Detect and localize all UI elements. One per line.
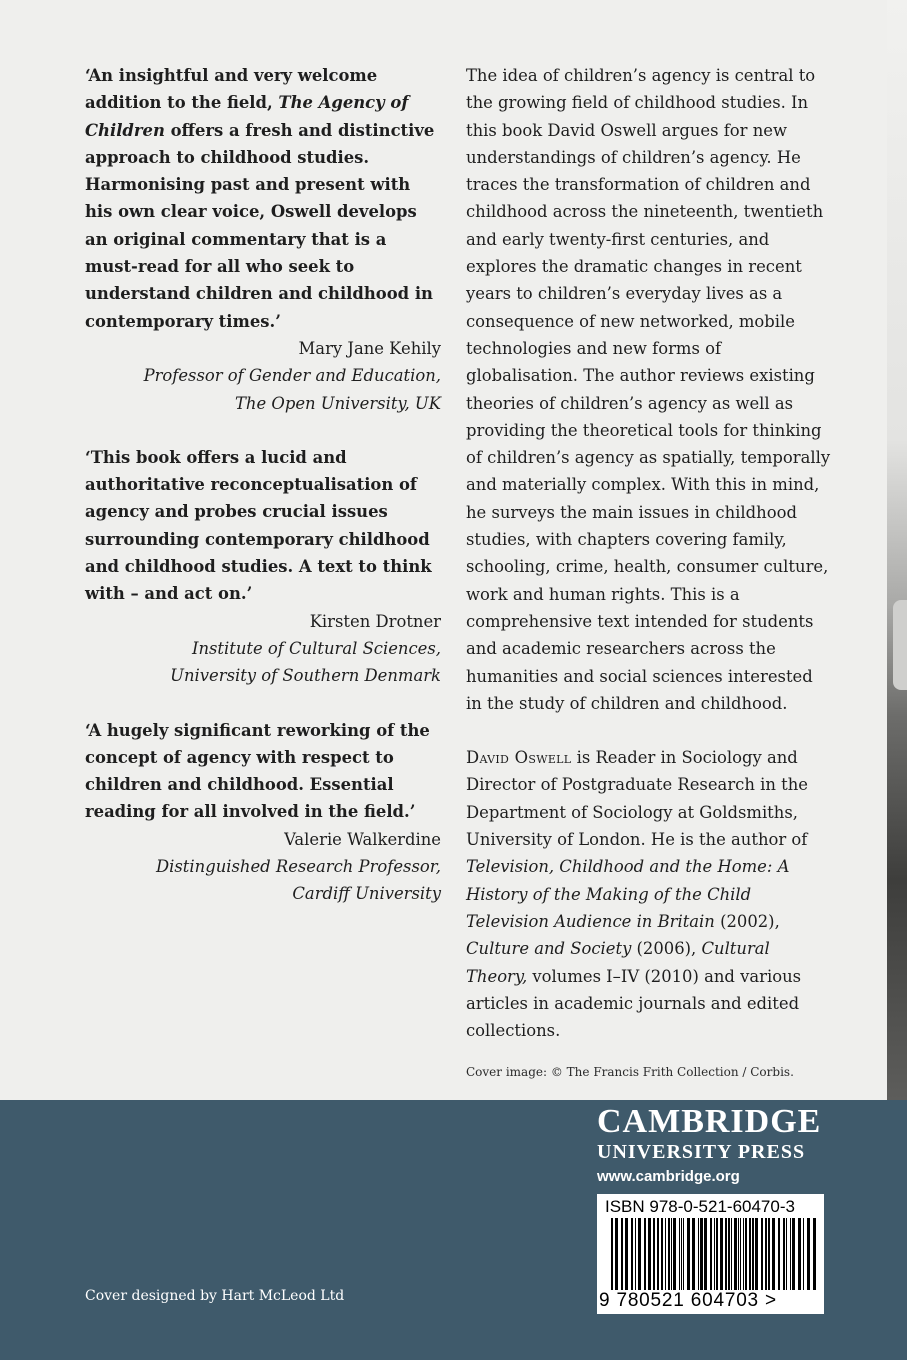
barcode-bar (710, 1218, 712, 1290)
barcode-bar (772, 1218, 775, 1290)
barcode-bar (611, 1218, 613, 1290)
barcode-bar (657, 1218, 659, 1290)
cover-image-credit: Cover image: © The Francis Frith Collection / Corbis. (466, 1065, 794, 1080)
barcode-bar (731, 1218, 732, 1290)
isbn-label: ISBN 978-0-521-60470-3 (605, 1197, 795, 1216)
endorsement-3-name: Valerie Walkerdine (284, 829, 441, 849)
barcode-bar (783, 1218, 785, 1290)
barcode-bar (720, 1218, 723, 1290)
barcode-bar (635, 1218, 636, 1290)
bio-text: volumes I–IV (2010) and various articles in academic journals and edited collections. (466, 966, 802, 1041)
bio-book-title: Culture and Society (466, 939, 632, 959)
endorsement-1-name: Mary Jane Kehily (298, 338, 441, 358)
barcode-bar (755, 1218, 758, 1290)
endorsement-2-name: Kirsten Drotner (309, 611, 441, 631)
barcode-bar (714, 1218, 715, 1290)
barcode-bar (768, 1218, 770, 1290)
barcode-bar (761, 1218, 763, 1290)
endorsement-1-quote (85, 62, 441, 335)
description-column (466, 62, 831, 1080)
barcode-bar (716, 1218, 718, 1290)
bio-text: (2002), (714, 911, 780, 931)
barcode-bar (648, 1218, 651, 1290)
barcode-bar (673, 1218, 676, 1290)
barcode-bar (621, 1218, 623, 1290)
barcode-bar (644, 1218, 646, 1290)
barcode-bar (679, 1218, 680, 1290)
barcode-bar (704, 1218, 707, 1290)
designer-credit: Cover designed by Hart McLeod Ltd (85, 1288, 345, 1304)
endorsements-column (85, 62, 441, 935)
quote-text: offers a fresh and distinctive approach to childhood studies. Harmonising past and present with his own clear voice, Oswell develops an original commentary that is a must-read for all who seek to understand children and childhood in contemporary times.’ (85, 120, 435, 331)
cover-photo-edge (887, 0, 907, 1100)
endorsement-1 (85, 62, 441, 417)
barcode-bar (671, 1218, 672, 1290)
barcode-bar (807, 1218, 810, 1290)
barcode-bar (752, 1218, 754, 1290)
barcode-bar (792, 1218, 795, 1290)
barcode-bar (681, 1218, 682, 1290)
barcode-bar (778, 1218, 780, 1290)
publisher-logo: CAMBRIDGE (597, 1103, 822, 1140)
barcode-bar (668, 1218, 670, 1290)
endorsement-1-role: Professor of Gender and Education, (143, 366, 441, 386)
barcode-bar (790, 1218, 791, 1290)
barcode-bar (745, 1218, 747, 1290)
barcode-bar (725, 1218, 727, 1290)
barcode-bar (765, 1218, 767, 1290)
barcode-bar (625, 1218, 628, 1290)
barcode-bar (700, 1218, 703, 1290)
barcode-bar (749, 1218, 751, 1290)
barcode-bar (687, 1218, 690, 1290)
barcode-bar (665, 1218, 666, 1290)
endorsement-3-quote: ‘A hugely significant reworking of the concept of agency with respect to children and childhood. Essential reading for all involved in the field.’ (85, 720, 430, 822)
endorsement-2-affiliation: University of Southern Denmark (170, 666, 441, 686)
publisher-url[interactable]: www.cambridge.org (597, 1168, 740, 1185)
barcode-bar (638, 1218, 641, 1290)
book-title: The Agency of Children (85, 93, 409, 140)
barcode-bar (798, 1218, 801, 1290)
barcode-bar (803, 1218, 804, 1290)
barcode-bar (728, 1218, 730, 1290)
barcode-bar (734, 1218, 737, 1290)
barcode-bar (740, 1218, 741, 1290)
author-name: David Oswell (466, 748, 572, 768)
endorsement-2 (85, 444, 441, 690)
barcode-bar (615, 1218, 618, 1290)
barcode-bar (661, 1218, 663, 1290)
quote-text: ‘An insightful and very welcome addition to the field, (85, 66, 378, 113)
publisher-subtitle: UNIVERSITY PRESS (597, 1141, 806, 1163)
barcode-bar (813, 1218, 816, 1290)
barcode-bar (738, 1218, 739, 1290)
barcode-digits: 9 780521 604703 > (599, 1290, 777, 1311)
endorsement-1-affiliation: The Open University, UK (234, 393, 441, 413)
bio-book-title: Cultural Theory, (466, 939, 770, 986)
endorsement-3-role: Distinguished Research Professor, (156, 857, 441, 877)
bio-book-title: Television, Childhood and the Home: A History of the Making of the Child Television Audience in Britain (466, 857, 790, 931)
endorsement-3-affiliation: Cardiff University (292, 884, 441, 904)
barcode-bar (743, 1218, 744, 1290)
author-bio (466, 744, 831, 1044)
barcode-bar (653, 1218, 655, 1290)
barcode-bar (692, 1218, 695, 1290)
barcode-bar (698, 1218, 699, 1290)
endorsement-3 (85, 717, 441, 908)
barcode-bar (631, 1218, 633, 1290)
endorsement-2-quote: ‘This book offers a lucid and authoritative reconceptualisation of agency and probes crucial issues surrounding contemporary childhood and childhood studies. A text to think with – and act on.’ (85, 447, 432, 604)
bio-text: is Reader in Sociology and Director of Postgraduate Research in the Department of Sociology at Goldsmiths, University of London. He is the author of (466, 748, 808, 850)
barcode-bar (786, 1218, 787, 1290)
barcode-bar (683, 1218, 684, 1290)
barcode (597, 1194, 824, 1314)
endorsement-2-role: Institute of Cultural Sciences, (191, 638, 441, 658)
book-blurb: The idea of children’s agency is central to the growing field of childhood studies. In this book David Oswell argues for new understandings of children’s agency. He traces the transformation of children and childhood across the nineteenth, twentieth and early twenty-first centuries, and explores the dramatic changes in recent years to children’s everyday lives as a consequence of new networked, mobile technologies and new forms of globalisation. The author reviews existing theories of children’s agency as well as providing the theoretical tools for thinking of children’s agency as spatially, temporally and materially complex. With this in mind, he surveys the main issues in childhood studies, with chapters covering family, schooling, crime, health, consumer culture, work and human rights. This is a comprehensive text intended for students and academic researchers across the humanities and social sciences interested in the study of children and childhood. (466, 66, 831, 713)
bio-text: (2006), (631, 939, 702, 959)
